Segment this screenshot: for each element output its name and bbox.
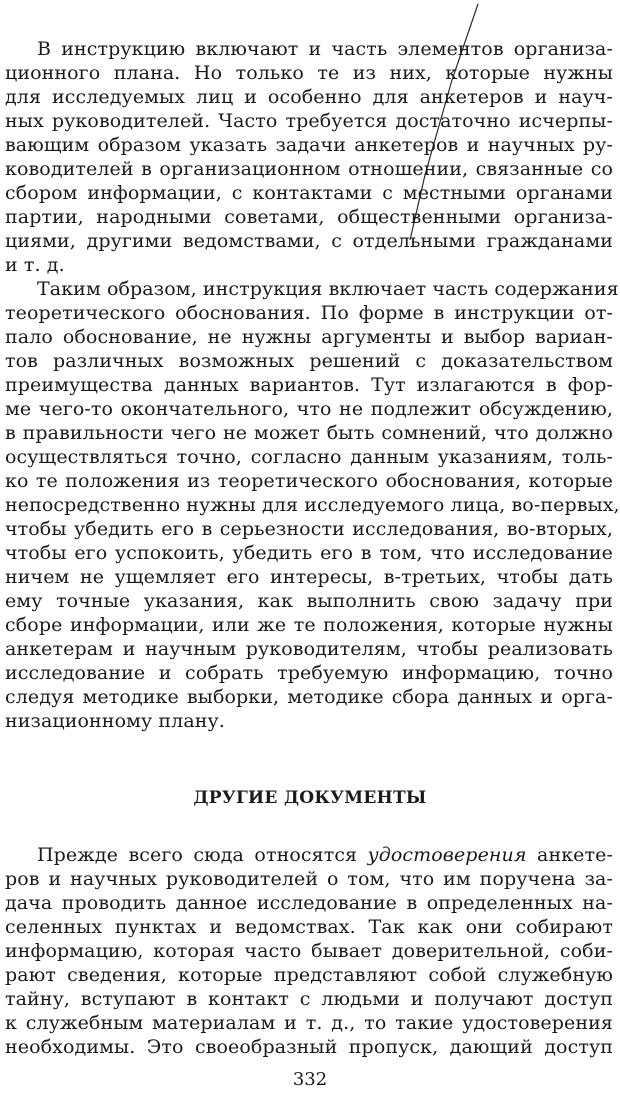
text-line: тайну, вступают в контакт с людьми и получают доступ (5, 988, 613, 1010)
text-line: сборе информации, или же те положения, которые нужны (5, 614, 613, 636)
text-line: к служебным материалам и т. д., то такие удостоверения (5, 1012, 613, 1034)
paragraph-credentials (5, 843, 613, 1059)
text-line: и т. д. (5, 254, 65, 276)
text-line: ководителей в организационном отношении, связанные со (5, 158, 613, 180)
text-line: ме чего-то окончательного, что не подлежит обсуждению, (5, 398, 613, 420)
text-line: циями, другими ведомствами, с отдельными гражданами (5, 230, 613, 252)
text-line: для исследуемых лиц и особенно для анкетеров и науч- (5, 86, 613, 108)
text-line: ему точные указания, как выполнить свою задачу при (5, 590, 613, 612)
text-fragment: анкете- (526, 844, 613, 866)
text-line: ко те положения из теоретического обоснования, которые (5, 470, 613, 492)
text-line: ничем не ущемляет его интересы, в-третьих, чтобы дать (5, 566, 613, 588)
text-line: тов различных возможных решений с доказательством (5, 350, 613, 372)
text-line: осуществляться точно, согласно данным указаниям, толь- (5, 446, 613, 468)
text-line (5, 843, 613, 867)
text-line: чтобы его успокоить, убедить его в том, что исследование (5, 542, 613, 564)
paragraph-instruction-elements (5, 37, 613, 277)
text-line: низационному плану. (5, 710, 225, 732)
text-line: теоретического обоснования. По форме в инструкции от- (5, 302, 613, 324)
text-line: непосредственно нужны для исследуемого лица, во-первых, (5, 494, 620, 516)
page-number: 332 (292, 1069, 328, 1090)
text-line: ров и научных руководителей о том, что им поручена за- (5, 868, 613, 890)
text-line: ционного плана. Но только те из них, которые нужны (5, 62, 613, 84)
text-line: партии, народными советами, общественными организа- (5, 206, 613, 228)
text-line: следуя методике выборки, методике сбора данных и орга- (5, 686, 613, 708)
text-line: рают сведения, которые представляют собой служебную (5, 964, 613, 986)
text-line: исследование и собрать требуемую информацию, точно (5, 662, 613, 684)
text-line: анкетерам и научным руководителям, чтобы реализовать (5, 638, 613, 660)
text-line: пало обоснование, не нужны аргументы и выбор вариан- (5, 326, 613, 348)
text-line: сбором информации, с контактами с местными органами (5, 182, 613, 204)
text-line: дача проводить данное исследование в определенных на- (5, 892, 613, 914)
text-line: необходимы. Это своеобразный пропуск, дающий доступ (5, 1036, 613, 1058)
text-line: вающим образом указать задачи анкетеров и научных ру- (5, 134, 613, 156)
paragraph-theoretical-basis (5, 277, 620, 733)
text-line: чтобы убедить его в серьезности исследования, во-вторых, (5, 518, 613, 540)
text-line: преимущества данных вариантов. Тут излагаются в фор- (5, 374, 613, 396)
italic-term: удостоверения (367, 844, 527, 866)
text-line: в правильности чего не может быть сомнений, что должно (5, 422, 613, 444)
text-line: селенных пунктах и ведомствах. Так как они собирают (5, 916, 613, 938)
text-line: ных руководителей. Часто требуется достаточно исчерпы- (5, 110, 613, 132)
text-line: В инструкцию включают и часть элементов организа- (37, 38, 613, 60)
text-line: Таким образом, инструкция включает часть содержания (37, 278, 619, 300)
text-line: информацию, которая часто бывает доверительной, соби- (5, 940, 613, 962)
text-fragment: Прежде всего сюда относятся (37, 844, 368, 866)
section-heading: ДРУГИЕ ДОКУМЕНТЫ (193, 788, 427, 808)
